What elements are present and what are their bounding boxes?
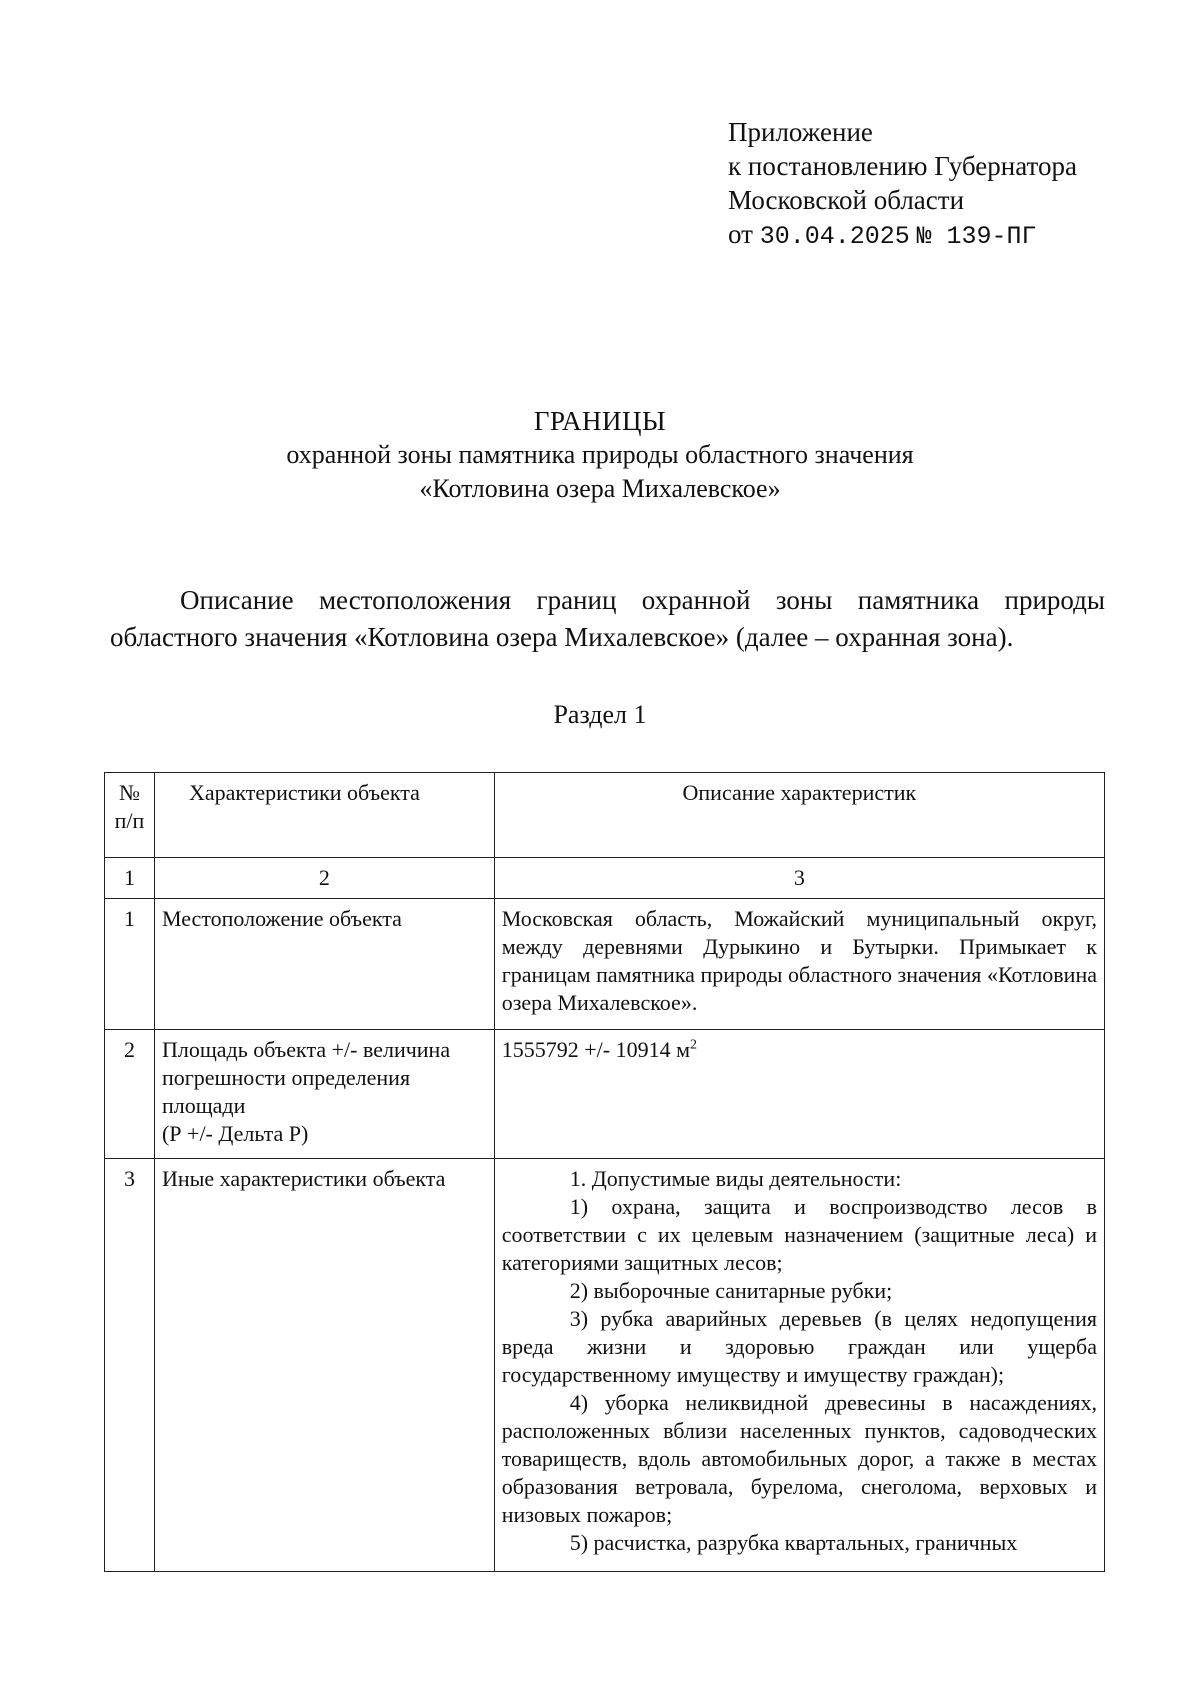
activity-item: 3) рубка аварийных деревьев (в целях недопущения вреда жизни и здоровью граждан или ущерба государственному имуществу и имуществу граждан); xyxy=(501,1306,1097,1387)
activity-item: 5) расчистка, разрубка квартальных, граничных xyxy=(569,1530,1018,1555)
header-num-symbol: № xyxy=(118,780,140,805)
title-line-1: охранной зоны памятника природы областного значения xyxy=(286,440,914,469)
row-number: 1 xyxy=(105,899,155,1030)
row-description xyxy=(494,1030,1104,1159)
row-characteristic: Местоположение объекта xyxy=(154,899,494,1030)
activity-item: 1) охрана, защита и воспроизводство лесов в соответствии с их целевым назначением (защитные леса) и категориями защитных лесов; xyxy=(501,1194,1097,1275)
document-title xyxy=(0,404,1200,506)
activity-item: 1. Допустимые виды деятельности: xyxy=(569,1166,902,1191)
appendix-region: Московской области xyxy=(728,185,965,215)
column-number: 3 xyxy=(494,858,1104,899)
activity-item: 4) уборка неликвидной древесины в насаждениях, расположенных вблизи населенных пунктов, садоводческих товариществ, вдоль автомобильных дорог, а также в местах образования ветровала, бурелома, снеголома, верховых и низовых пожаров; xyxy=(501,1390,1097,1527)
appendix-decree: к постановлению Губернатора xyxy=(728,151,1077,181)
column-number: 1 xyxy=(105,858,155,899)
appendix-title: Приложение xyxy=(728,117,873,147)
section-heading: Раздел 1 xyxy=(553,700,647,729)
header-num-abbr: п/п xyxy=(114,808,145,833)
header-characteristics: Характеристики объекта xyxy=(154,773,494,858)
row-characteristic xyxy=(154,1030,494,1159)
row-characteristic-text: Площадь объекта +/- величина погрешности определения площади xyxy=(161,1037,451,1118)
row-description xyxy=(494,1159,1104,1572)
title-heading: ГРАНИЦЫ xyxy=(533,406,667,436)
table-row xyxy=(105,1030,1105,1159)
title-line-2: «Котловина озера Михалевское» xyxy=(419,474,781,503)
table-row xyxy=(105,1159,1105,1572)
table-header-row xyxy=(105,773,1105,858)
characteristics-table xyxy=(104,772,1105,1572)
table-column-numbers-row xyxy=(105,858,1105,899)
intro-paragraph: Описание местоположения границ охранной зоны памятника природы областного значения «Котловина озера Михалевское» (далее – охранная зона). xyxy=(110,585,1105,652)
row-number: 2 xyxy=(105,1030,155,1159)
appendix-number: № 139-ПГ xyxy=(916,222,1037,251)
row-characteristic-formula: (Р +/- Дельта Р) xyxy=(161,1121,309,1146)
header-description: Описание характеристик xyxy=(494,773,1104,858)
appendix-date-prefix: от xyxy=(728,219,753,249)
column-number: 2 xyxy=(154,858,494,899)
row-characteristic: Иные характеристики объекта xyxy=(154,1159,494,1572)
appendix-date-line xyxy=(728,217,1077,254)
row-number: 3 xyxy=(105,1159,155,1572)
appendix-date: 30.04.2025 xyxy=(759,222,910,251)
area-unit-superscript: 2 xyxy=(690,1037,697,1053)
header-num xyxy=(105,773,155,858)
activity-item: 2) выборочные санитарные рубки; xyxy=(569,1278,893,1303)
row-description: Московская область, Можайский муниципальный округ, между деревнями Дурыкино и Бутырки. Примыкает к границам памятника природы областного значения «Котловина озера Михалевское». xyxy=(494,899,1104,1030)
area-value: 1555792 +/- 10914 м xyxy=(501,1037,690,1062)
appendix-block xyxy=(728,115,1077,254)
table-row xyxy=(105,899,1105,1030)
